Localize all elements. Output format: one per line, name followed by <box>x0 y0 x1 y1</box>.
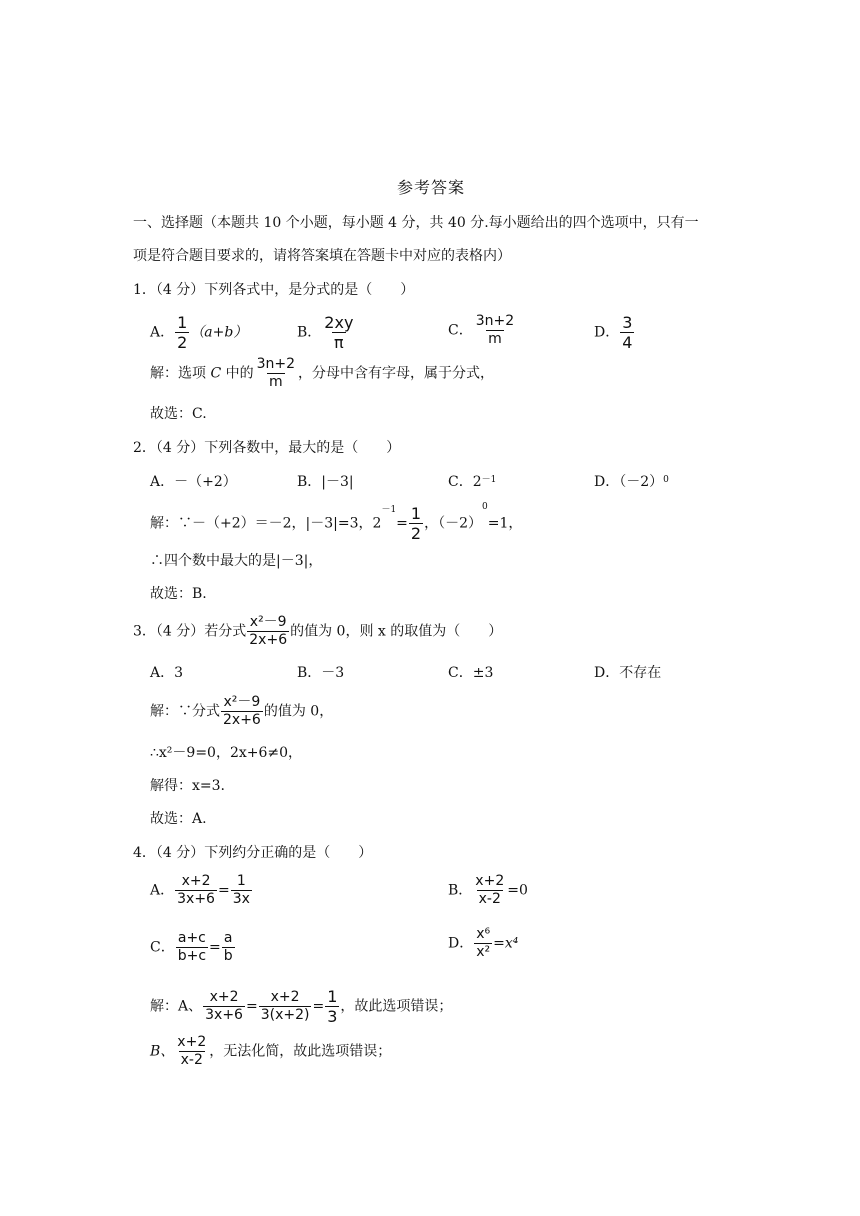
equals-sign: = <box>312 998 325 1015</box>
denominator: b+c <box>177 948 207 964</box>
q2-answer: 故选：B. <box>150 586 207 602</box>
fraction <box>409 504 423 543</box>
q4-option-b <box>448 873 528 908</box>
numerator: a <box>223 930 233 946</box>
fraction <box>175 313 189 352</box>
denominator: 3(x+2) <box>260 1007 310 1023</box>
q2-option-c <box>448 472 496 492</box>
denominator: 2 <box>177 333 188 352</box>
q2-option-b: B．|－3| <box>297 474 354 490</box>
numerator: 3n+2 <box>256 356 296 372</box>
equals-sign: = <box>245 998 258 1015</box>
q1-solution <box>150 356 494 391</box>
q3-step3: 解得：x=3. <box>150 778 225 794</box>
numerator: 1 <box>327 987 338 1006</box>
numerator: x+2 <box>475 873 505 889</box>
q2-solution <box>150 504 522 543</box>
solution-text: =1， <box>487 515 523 532</box>
section-heading-line1: 一、选择题（本题共 10 个小题，每小题 4 分，共 40 分.每小题给出的四个选项中，只有一 <box>133 215 699 231</box>
option-label: C． <box>150 939 175 956</box>
q2-option-d <box>594 472 669 492</box>
q3-solution <box>150 694 333 729</box>
denominator: x² <box>476 944 491 960</box>
q3-option-b: B．－3 <box>297 665 345 681</box>
fraction <box>255 356 297 391</box>
fraction <box>222 930 235 965</box>
page-title: 参考答案 <box>397 178 466 197</box>
option-label: C． <box>448 322 473 339</box>
fraction <box>473 873 506 908</box>
q3-option-c: C．±3 <box>448 665 494 681</box>
solution-var: C <box>210 365 222 382</box>
q3-answer: 故选：A. <box>150 811 207 827</box>
solution-text: 解：A、 <box>150 998 203 1015</box>
solution-text: ，故此选项错误； <box>340 998 453 1015</box>
q2-option-a: A．－（+2） <box>150 474 237 490</box>
numerator: 2xy <box>324 313 354 332</box>
option-tail: =0 <box>507 882 528 899</box>
q4-stem: 4．（4 分）下列约分正确的是（ ） <box>133 845 373 861</box>
fraction <box>322 313 355 352</box>
fraction <box>259 989 312 1024</box>
q2-therefore: ∴四个数中最大的是|－3|， <box>150 553 323 569</box>
exponent: 0 <box>482 502 488 512</box>
fraction <box>203 989 245 1024</box>
q1-option-d <box>594 313 635 352</box>
fraction <box>247 614 289 649</box>
solution-text: 中的 <box>221 365 254 382</box>
denominator: 3x <box>232 891 250 907</box>
option-text: C．2 <box>448 474 482 490</box>
q4-option-d <box>448 926 518 961</box>
fraction <box>221 694 263 729</box>
equals-sign: = <box>209 939 221 956</box>
solution-text: 的值为 0， <box>263 703 334 720</box>
denominator: 2x+6 <box>249 632 288 648</box>
fraction <box>474 926 492 961</box>
denominator: b <box>223 948 233 964</box>
fraction <box>474 313 516 348</box>
option-label: A． <box>150 324 175 341</box>
fraction <box>231 873 252 908</box>
numerator: x²－9 <box>249 614 287 630</box>
solution-text: ，（－2） <box>424 515 483 532</box>
q3-option-a: A．3 <box>150 665 184 681</box>
option-label: B． <box>448 882 473 899</box>
numerator: 1 <box>177 313 188 332</box>
option-tail: =x⁴ <box>493 935 519 952</box>
denominator: 2x+6 <box>223 712 261 728</box>
numerator: x+2 <box>209 989 239 1005</box>
denominator: m <box>269 374 283 390</box>
denominator: 2 <box>410 524 422 543</box>
numerator: a+c <box>177 930 206 946</box>
solution-text: 解：∵分式 <box>150 703 220 720</box>
numerator: x²－9 <box>223 694 261 710</box>
solution-text: ，分母中含有字母，属于分式， <box>298 365 495 382</box>
denominator: 4 <box>622 333 633 352</box>
q4-solution-a <box>150 987 452 1026</box>
fraction <box>175 873 217 908</box>
equals-sign: = <box>396 515 408 532</box>
solution-text: B、 <box>150 1043 175 1060</box>
option-text: D．（－2） <box>594 474 664 490</box>
exponent: －1 <box>481 475 497 485</box>
q1-answer: 故选：C. <box>150 406 207 422</box>
q3-stem <box>133 614 502 649</box>
option-label: A． <box>150 882 175 899</box>
option-label: B． <box>297 324 322 341</box>
q4-option-c <box>150 930 236 965</box>
denominator: x-2 <box>180 1052 203 1068</box>
q1-option-a <box>150 313 247 352</box>
q3-option-d: D．不存在 <box>594 665 662 681</box>
fraction <box>176 930 208 965</box>
denominator: π <box>334 333 344 352</box>
solution-text: 解：∵－（+2）＝－2，|－3|=3，2 <box>150 515 382 532</box>
fraction <box>325 987 339 1026</box>
denominator: m <box>488 331 502 347</box>
fraction <box>175 1034 208 1069</box>
fraction <box>620 313 634 352</box>
denominator: 3 <box>327 1007 338 1026</box>
solution-text: 解：选项 <box>150 365 211 382</box>
q2-stem: 2．（4 分）下列各数中，最大的是（ ） <box>133 440 401 456</box>
q1-option-b <box>297 313 356 352</box>
denominator: 3x+6 <box>177 891 215 907</box>
stem-text: 3．（4 分）若分式 <box>133 623 247 640</box>
q1-stem: 1．（4 分）下列各式中，是分式的是（ ） <box>133 282 415 298</box>
numerator: x⁶ <box>476 926 491 942</box>
numerator: x+2 <box>177 1034 207 1050</box>
numerator: x+2 <box>181 873 211 889</box>
numerator: 1 <box>410 504 422 523</box>
stem-text: 的值为 0，则 x 的取值为（ ） <box>290 623 503 640</box>
section-heading-line2: 项是符合题目要求的，请将答案填在答题卡中对应的表格内） <box>133 248 511 264</box>
numerator: x+2 <box>270 989 300 1005</box>
numerator: 3 <box>622 313 633 332</box>
exponent: －1 <box>381 505 397 515</box>
denominator: 3x+6 <box>205 1007 243 1023</box>
q1-option-c <box>448 313 517 348</box>
numerator: 1 <box>236 873 246 889</box>
option-label: D． <box>448 935 474 952</box>
equals-sign: = <box>217 882 230 899</box>
q4-solution-b <box>150 1034 391 1069</box>
exponent: 0 <box>663 475 669 485</box>
q3-step2: ∴x²－9=0，2x+6≠0， <box>150 745 303 761</box>
numerator: 3n+2 <box>475 313 515 329</box>
option-tail: （a+b） <box>190 324 248 341</box>
solution-text: ，无法化简，故此选项错误； <box>209 1043 392 1060</box>
option-label: D． <box>594 324 620 341</box>
q4-option-a <box>150 873 253 908</box>
denominator: x-2 <box>478 891 501 907</box>
